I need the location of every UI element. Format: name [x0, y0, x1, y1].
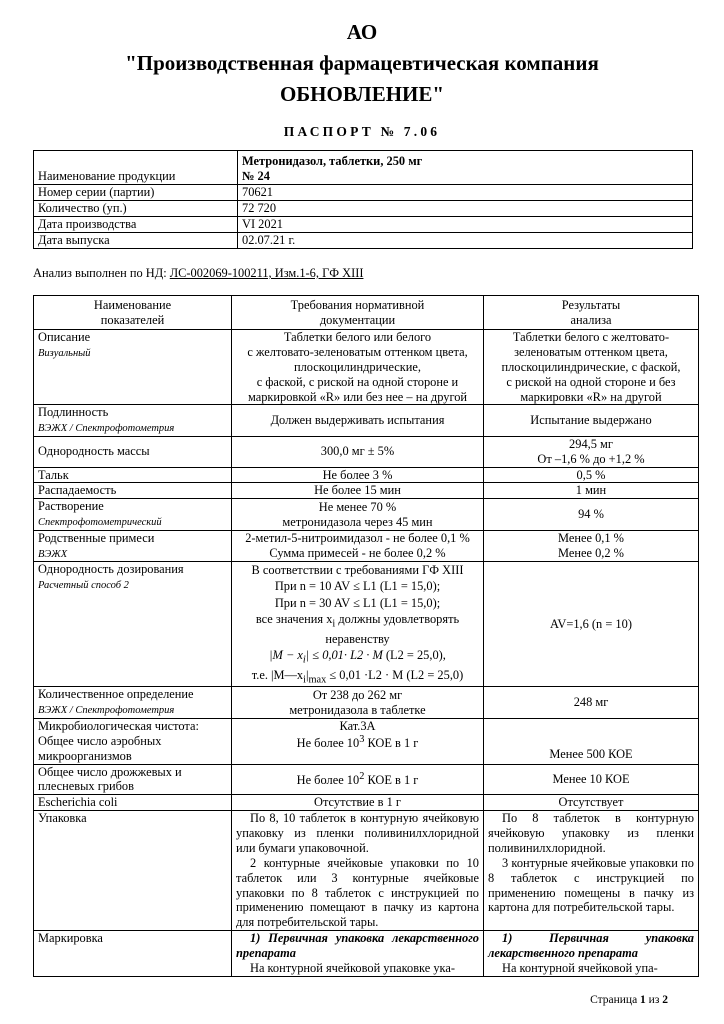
result-cell: По 8 таблеток в контурную ячейковую упаковку из пленки поливинилхлоридной. 3 контурные ячейковые упаковки по 8 таблеток с инструкцией по применению помещены в пачку из картона для потребительской тары.: [484, 811, 699, 931]
result-cell: 0,5 %: [484, 467, 699, 483]
requirement-cell: Не менее 70 % метронидазола через 45 мин: [232, 499, 484, 530]
indicator-cell: Описание Визуальный: [34, 330, 232, 405]
info-value: 70621: [238, 185, 693, 201]
requirement-cell: По 8, 10 таблеток в контурную ячейковую упаковку из пленки поливинилхлоридной или бумаги упаковочной. 2 контурные ячейковые упаковки по 10 таблеток или 3 контурные ячейковые упаковки по 8 таблеток с инструкцией по применению помещают в пачку из картона для потребительской тары.: [232, 811, 484, 931]
info-label: Дата выпуска: [34, 233, 238, 249]
result-cell: 1) Первичная упаковка лекарственного препарата На контурной ячейковой упа-: [484, 931, 699, 977]
info-value: 02.07.21 г.: [238, 233, 693, 249]
result-cell: Менее 500 КОЕ: [484, 718, 699, 764]
table-header-row: [34, 296, 699, 330]
row-dissolution: [34, 499, 699, 530]
requirement-cell: 300,0 мг ± 5%: [232, 436, 484, 467]
product-info-table: [33, 150, 693, 249]
row-related-impurities: [34, 530, 699, 561]
header-indicator: Наименование показателей: [34, 296, 232, 330]
result-cell: Менее 0,1 % Менее 0,2 %: [484, 530, 699, 561]
info-value: Метронидазол, таблетки, 250 мг № 24: [238, 151, 693, 185]
row-yeast-mold: [34, 764, 699, 795]
result-cell: Отсутствует: [484, 795, 699, 811]
info-label: Номер серии (партии): [34, 185, 238, 201]
analysis-table: [33, 295, 699, 977]
info-row: [34, 217, 693, 233]
row-talc: [34, 467, 699, 483]
passport-number: ПАСПОРТ № 7.06: [283, 124, 441, 139]
row-packaging: [34, 811, 699, 931]
result-cell: Таблетки белого с желтовато- зеленоватым оттенком цвета, плоскоцилиндрические, с фаской, с риской на одной стороне и без маркировки «R» на другой: [484, 330, 699, 405]
indicator-cell: Escherichia coli: [34, 795, 232, 811]
info-row: [34, 151, 693, 185]
info-label: Количество (уп.): [34, 201, 238, 217]
result-cell: AV=1,6 (n = 10): [484, 562, 699, 687]
info-row: [34, 185, 693, 201]
requirement-cell: Таблетки белого или белого с желтовато-зеленоватым оттенком цвета, плоскоцилиндрические, с фаской, с риской на одной стороне и маркировкой «R» или без нее – на другой: [232, 330, 484, 405]
result-cell: Испытание выдержано: [484, 405, 699, 436]
page-number: Страница 1 из 2: [590, 994, 668, 1006]
info-value: 72 720: [238, 201, 693, 217]
row-identity: [34, 405, 699, 436]
info-row: [34, 201, 693, 217]
indicator-cell: Тальк: [34, 467, 232, 483]
requirement-cell: 1) Первичная упаковка лекарственного препарата На контурной ячейковой упаковке ука-: [232, 931, 484, 977]
indicator-cell: Количественное определение ВЭЖХ / Спектрофотометрия: [34, 687, 232, 718]
result-cell: 94 %: [484, 499, 699, 530]
header-results: Результаты анализа: [484, 296, 699, 330]
indicator-cell: Растворение Спектрофотометрический: [34, 499, 232, 530]
indicator-cell: Общее число дрожжевых и плесневых грибов: [34, 764, 232, 795]
analysis-standard: Анализ выполнен по НД: ЛС-002069-100211, Изм.1-6, ГФ XIII: [33, 266, 364, 280]
indicator-cell: Однородность дозирования Расчетный способ 2: [34, 562, 232, 687]
requirement-cell: Должен выдерживать испытания: [232, 405, 484, 436]
row-description: [34, 330, 699, 405]
result-cell: 248 мг: [484, 687, 699, 718]
indicator-cell: Микробиологическая чистота: Общее число аэробных микроорганизмов: [34, 718, 232, 764]
requirement-cell: Не более $10^2$ КОЕ в 1 г: [232, 764, 484, 795]
row-ecoli: [34, 795, 699, 811]
formula-2: т.е. $|M—x_i|_{max} \le 0,01 \cdot L2 \cdot M$ (L2 = 25,0): [251, 667, 464, 686]
result-cell: Менее 10 КОЕ: [484, 764, 699, 795]
company-name-line2: ОБНОВЛЕНИЕ": [279, 82, 445, 106]
indicator-cell: Подлинность ВЭЖХ / Спектрофотометрия: [34, 405, 232, 436]
requirement-cell: 2-метил-5-нитроимидазол - не более 0,1 % Сумма примесей - не более 0,2 %: [232, 530, 484, 561]
row-dosage-uniformity: [34, 562, 699, 687]
result-cell: 294,5 мг От –1,6 % до +1,2 %: [484, 436, 699, 467]
company-type: АО: [346, 20, 378, 44]
info-row: [34, 233, 693, 249]
indicator-cell: Распадаемость: [34, 483, 232, 499]
indicator-cell: Упаковка: [34, 811, 232, 931]
requirement-cell: В соответствии с требованиями ГФ XIII При n = 10 AV ≤ L1 (L1 = 15,0); При n = 30 AV ≤ L1 (L1 = 15,0); все значения $x_i$ должны удовлетворять неравенству $|M - x_i| \le 0,01\cdot L2 \cdot M$ (L2 = 25,0), т.е. $|M—x_i|_{max} \le 0,01 \cdot L2 \cdot M$ (L2 = 25,0): [232, 562, 484, 687]
indicator-cell: Маркировка: [34, 931, 232, 977]
info-value: VI 2021: [238, 217, 693, 233]
requirement-cell: Не более 3 %: [232, 467, 484, 483]
row-microbiology: [34, 718, 699, 764]
header-requirements: Требования нормативной документации: [232, 296, 484, 330]
row-labeling: [34, 931, 699, 977]
standard-code: ЛС-002069-100211, Изм.1-6, ГФ XIII: [169, 266, 364, 280]
info-label: Наименование продукции: [34, 151, 238, 185]
indicator-cell: Однородность массы: [34, 436, 232, 467]
requirement-cell: Не более 15 мин: [232, 483, 484, 499]
formula-1: $|M - x_i| \le 0,01\cdot L2 \cdot M$: [269, 647, 383, 666]
company-name-line1: "Производственная фармацевтическая компания: [125, 51, 599, 75]
requirement-cell: Отсутствие в 1 г: [232, 795, 484, 811]
row-disintegration: [34, 483, 699, 499]
requirement-cell: От 238 до 262 мг метронидазола в таблетке: [232, 687, 484, 718]
requirement-cell: Кат.3А Не более $10^3$ КОЕ в 1 г: [232, 718, 484, 764]
row-mass-uniformity: [34, 436, 699, 467]
result-cell: 1 мин: [484, 483, 699, 499]
row-assay: [34, 687, 699, 718]
info-label: Дата производства: [34, 217, 238, 233]
indicator-cell: Родственные примеси ВЭЖХ: [34, 530, 232, 561]
